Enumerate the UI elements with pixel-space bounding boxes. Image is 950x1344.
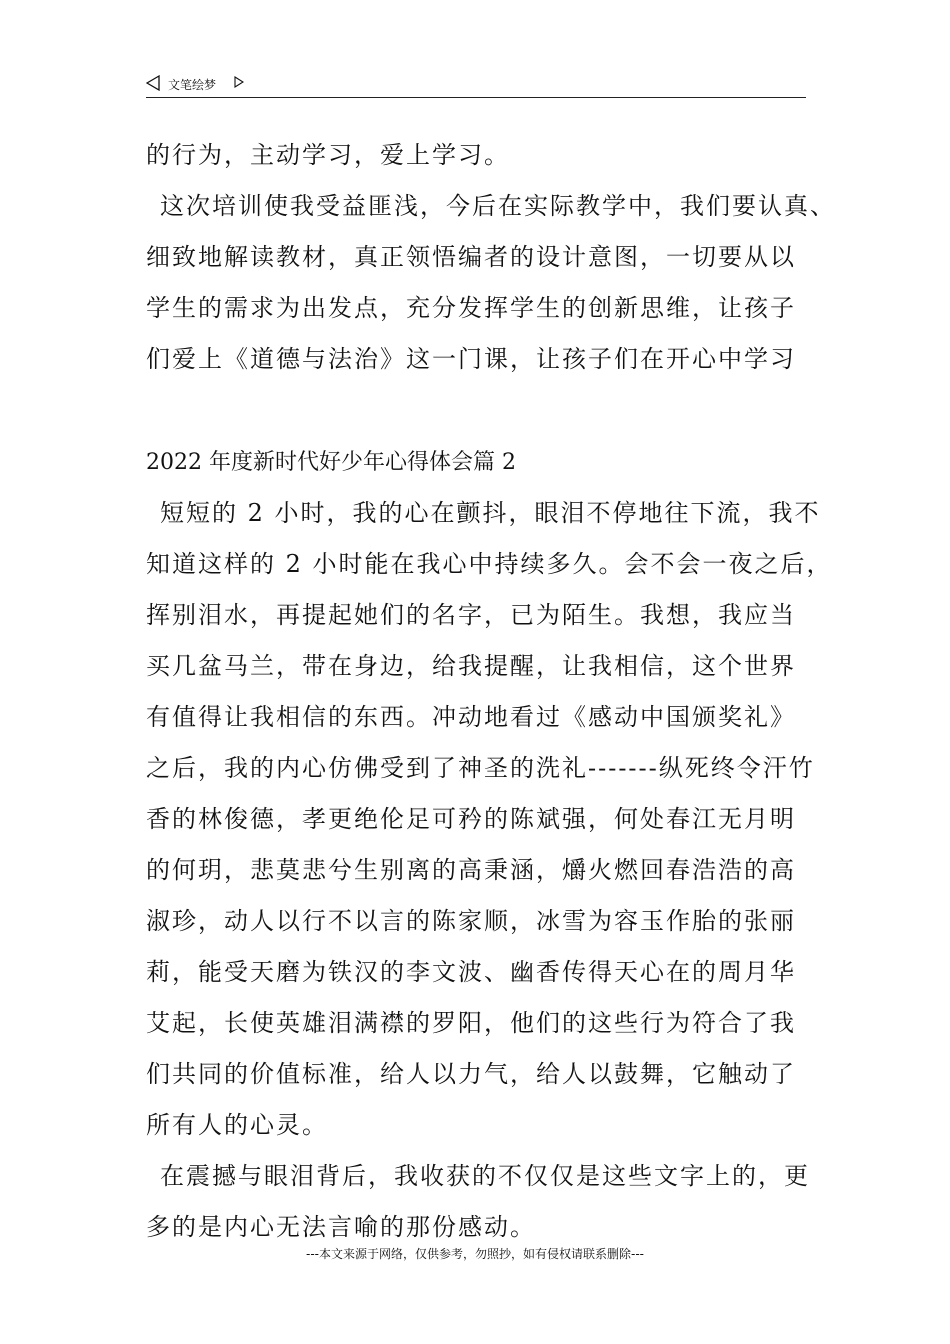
paragraph-line: 莉，能受天磨为铁汉的李文波、幽香传得天心在的周月华 [146,958,796,986]
paragraph-line: 有值得让我相信的东西。冲动地看过《感动中国颁奖礼》 [146,703,796,731]
brand-name: 文笔绘梦 [168,78,217,92]
paragraph-line: 挥别泪水，再提起她们的名字，已为陌生。我想，我应当 [146,601,796,629]
page-header [146,74,806,96]
paragraph-line: 学生的需求为出发点，充分发挥学生的创新思维，让孩子 [146,294,796,322]
header-divider [146,97,806,98]
section-heading: 2022 年度新时代好少年心得体会篇 2 [146,450,516,475]
triangle-right-icon [234,76,244,88]
document-body [146,130,836,1253]
paragraph-line: 香的林俊德，孝更绝伦足可矜的陈斌强，何处春江无月明 [146,805,796,833]
paragraph-line: 的何玥，悲莫悲兮生别离的高秉涵，爝火燃回春浩浩的高 [146,856,796,884]
paragraph-line: 买几盆马兰，带在身边，给我提醒，让我相信，这个世界 [146,652,796,680]
paragraph-line: 之后，我的内心仿佛受到了神圣的洗礼-------纵死终令汗竹 [146,754,815,782]
paragraph-line: 的行为，主动学习，爱上学习。 [146,141,510,169]
paragraph-line: 所有人的心灵。 [146,1111,328,1139]
paragraph-line: 艾起，长使英雄泪满襟的罗阳，他们的这些行为符合了我 [146,1009,796,1037]
section-gap [146,385,826,437]
triangle-left-icon [146,75,160,91]
paragraph-line: 细致地解读教材，真正领悟编者的设计意图，一切要从以 [146,243,796,271]
paragraph-line: 短短的 2 小时，我的心在颤抖，眼泪不停地往下流，我不 [160,499,821,527]
paragraph-line: 在震撼与眼泪背后，我收获的不仅仅是这些文字上的，更 [160,1162,810,1190]
footer-disclaimer: ---本文来源于网络，仅供参考，勿照抄，如有侵权请联系删除--- [306,1247,644,1261]
paragraph-line: 知道这样的 2 小时能在我心中持续多久。会不会一夜之后， [146,550,833,578]
paragraph-line: 们共同的价值标准，给人以力气，给人以鼓舞，它触动了 [146,1060,796,1088]
paragraph-line: 这次培训使我受益匪浅，今后在实际教学中，我们要认真、 [160,192,836,220]
paragraph-line: 淑珍，动人以行不以言的陈家顺，冰雪为容玉作胎的张丽 [146,907,796,935]
paragraph-line: 多的是内心无法言喻的那份感动。 [146,1213,536,1241]
paragraph-line: 们爱上《道德与法治》这一门课，让孩子们在开心中学习 [146,345,796,373]
